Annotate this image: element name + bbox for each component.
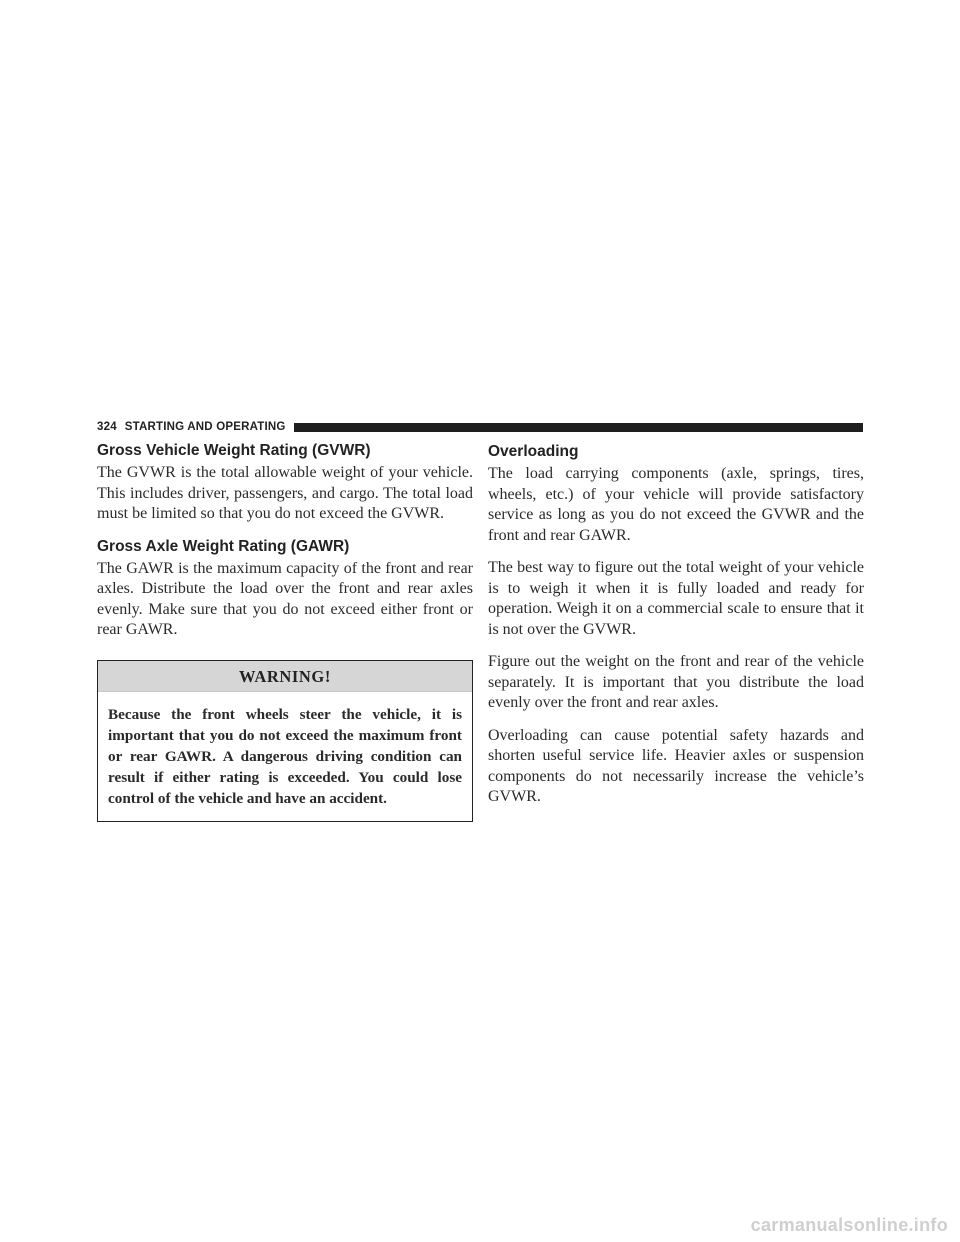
overloading-heading: Overloading xyxy=(488,443,579,460)
warning-box xyxy=(97,660,473,822)
header-rule xyxy=(294,423,863,432)
gawr-paragraph: The GAWR is the maximum capacity of the front and rear axles. Distribute the load over the front and rear axles evenly. Make sure that you do not exceed either front or rear GAWR. xyxy=(97,559,473,638)
page-header xyxy=(97,421,863,433)
overloading-paragraph-1: The load carrying components (axle, springs, tires, wheels, etc.) of your vehicle will provide satisfactory service as long as you do not exceed the GVWR and the front and rear GAWR. xyxy=(488,465,864,544)
warning-text: Because the front wheels steer the vehicle, it is important that you do not exceed the maximum front or rear GAWR. A dangerous driving condition can result if either rating is exceeded. You could lose control of the vehicle and have an accident. xyxy=(108,705,462,807)
left-column xyxy=(97,441,473,822)
overloading-paragraph-3: Figure out the weight on the front and rear of the vehicle separately. It is important that you distribute the load evenly over the front and rear axles. xyxy=(488,653,864,711)
gvwr-heading: Gross Vehicle Weight Rating (GVWR) xyxy=(97,442,371,459)
overloading-paragraph-2: The best way to figure out the total weight of your vehicle is to weigh it when it is fully loaded and ready for operation. Weigh it on a commercial scale to ensure that it is not over the GVWR. xyxy=(488,559,864,638)
section-title: STARTING AND OPERATING xyxy=(124,421,286,433)
gawr-heading: Gross Axle Weight Rating (GAWR) xyxy=(97,537,350,555)
warning-title: WARNING! xyxy=(98,661,472,692)
overloading-paragraph-4: Overloading can cause potential safety hazards and shorten useful service life. Heavier axles or suspension components do not necessarily increase the vehicle’s GVWR. xyxy=(488,726,864,805)
right-column xyxy=(488,441,864,820)
gvwr-paragraph: The GVWR is the total allowable weight of your vehicle. This includes driver, passengers, and cargo. The total load must be limited so that you do not exceed the GVWR. xyxy=(97,464,473,522)
watermark: carmanualsonline.info xyxy=(750,1215,948,1235)
page-number: 324 xyxy=(97,421,117,433)
